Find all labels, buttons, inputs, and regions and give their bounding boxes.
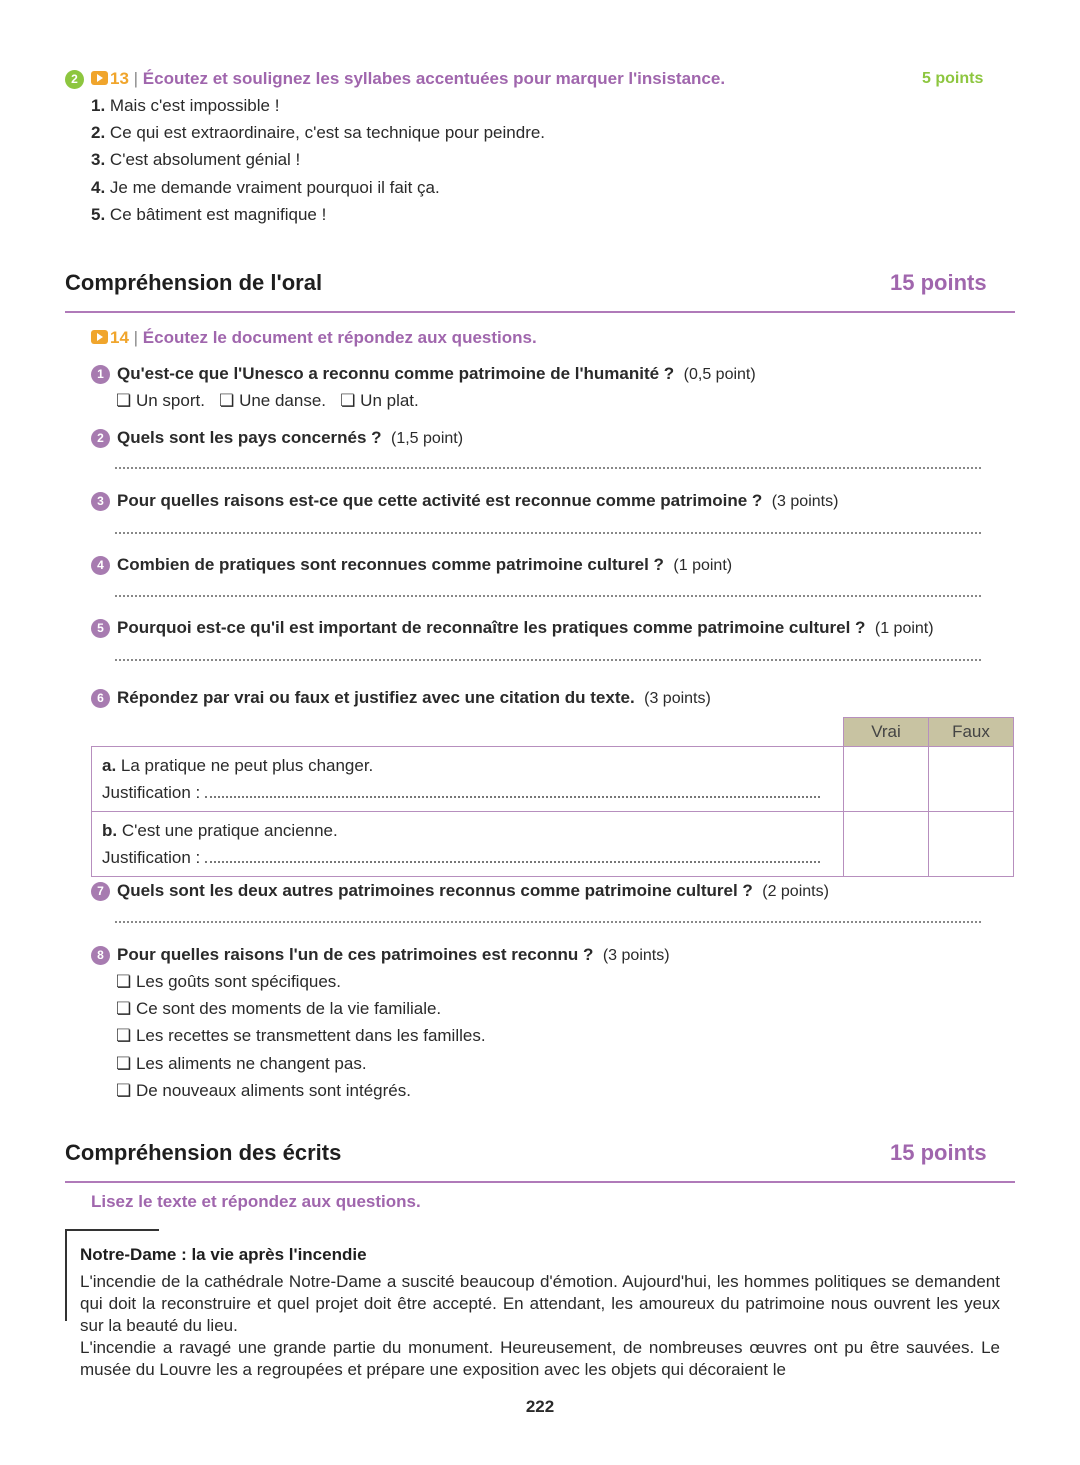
checkbox-option[interactable]: ❏ De nouveaux aliments sont intégrés. xyxy=(116,1081,411,1100)
question-points: (1 point) xyxy=(673,557,733,574)
question-3 xyxy=(91,490,838,513)
item-text: C'est absolument génial ! xyxy=(109,150,301,169)
header-faux: Faux xyxy=(929,718,1014,747)
question-number-badge: 4 xyxy=(91,556,110,575)
checkbox-option[interactable]: ❏ Un plat. xyxy=(340,391,419,410)
instruction-text: Écoutez le document et répondez aux questions. xyxy=(142,328,537,347)
question-text: Qu'est-ce que l'Unesco a reconnu comme patrimoine de l'humanité ? xyxy=(117,364,675,383)
article-title: Notre-Dame : la vie après l'incendie xyxy=(80,1245,367,1264)
audio-track-number: 14 xyxy=(110,328,129,347)
vrai-checkbox-cell[interactable] xyxy=(844,747,929,812)
question-points: (3 points) xyxy=(602,947,670,964)
faux-checkbox-cell[interactable] xyxy=(929,812,1014,877)
oral-instruction: 14 | Écoutez le document et répondez aux questions. xyxy=(91,327,537,349)
checkbox-option[interactable]: ❏ Les recettes se transmettent dans les familles. xyxy=(116,1026,486,1045)
question-points: (1 point) xyxy=(874,620,934,637)
justification-label: Justification : xyxy=(102,783,201,802)
table-blank-header xyxy=(92,718,844,747)
ecrits-instruction: Lisez le texte et répondez aux questions. xyxy=(91,1192,421,1211)
section-divider xyxy=(65,311,1015,313)
checkbox-option[interactable]: ❏ Les aliments ne changent pas. xyxy=(116,1054,367,1073)
exercise-item xyxy=(91,177,440,199)
item-text: Mais c'est impossible ! xyxy=(109,96,280,115)
exercise-2-header: 2 13 | Écoutez et soulignez les syllabes accentuées pour marquer l'insistance. xyxy=(65,68,725,90)
question-number-badge: 7 xyxy=(91,882,110,901)
question-points: (1,5 point) xyxy=(391,430,464,447)
question-text: Pourquoi est-ce qu'il est important de reconnaître les pratiques comme patrimoine culturel ? xyxy=(117,618,866,637)
item-number: 4. xyxy=(91,178,106,197)
exercise-item xyxy=(91,149,300,171)
vrai-checkbox-cell[interactable] xyxy=(844,812,929,877)
article-frame-top xyxy=(65,1229,159,1231)
table-row xyxy=(92,812,1014,877)
item-text: Ce bâtiment est magnifique ! xyxy=(109,205,327,224)
question-points: (2 points) xyxy=(762,883,829,900)
section-points-ecrits: 15 points xyxy=(890,1140,987,1165)
checkbox-option[interactable]: ❏ Ce sont des moments de la vie familiale. xyxy=(116,999,442,1018)
question-number-badge: 2 xyxy=(91,429,110,448)
question-points: (3 points) xyxy=(771,493,839,510)
exercise-item xyxy=(91,122,545,144)
question-8 xyxy=(91,944,670,967)
question-2 xyxy=(91,427,463,450)
question-4 xyxy=(91,554,732,577)
page-number: 222 xyxy=(525,1397,555,1416)
question-1-options xyxy=(116,390,419,412)
section-title-ecrits: Compréhension des écrits xyxy=(65,1140,342,1165)
answer-line[interactable] xyxy=(115,467,981,469)
question-text: Quels sont les deux autres patrimoines reconnus comme patrimoine culturel ? xyxy=(117,881,753,900)
article-frame-left xyxy=(65,1229,67,1321)
answer-line[interactable] xyxy=(115,921,981,923)
exercise-number-badge: 2 xyxy=(65,70,84,89)
question-6 xyxy=(91,687,711,710)
question-text: Pour quelles raisons est-ce que cette activité est reconnue comme patrimoine ? xyxy=(117,491,763,510)
exercise-instruction: Écoutez et soulignez les syllabes accentuées pour marquer l'insistance. xyxy=(142,69,726,88)
question-number-badge: 5 xyxy=(91,619,110,638)
section-title-oral: Compréhension de l'oral xyxy=(65,270,323,295)
question-text: Pour quelles raisons l'un de ces patrimoines est reconnu ? xyxy=(117,945,594,964)
question-text: Combien de pratiques sont reconnues comme patrimoine culturel ? xyxy=(117,555,664,574)
question-points: (3 points) xyxy=(644,690,711,707)
question-7 xyxy=(91,880,829,903)
item-number: 5. xyxy=(91,205,106,224)
article-paragraph: L'incendie a ravagé une grande partie du monument. Heureusement, de nombreuses œuvres ont pu être sauvées. Le musée du Louvre les a regroupées et prépare une exposition avec les objets qui décoraient le xyxy=(80,1338,1000,1379)
section-points-oral: 15 points xyxy=(890,270,987,295)
item-text: Ce qui est extraordinaire, c'est sa technique pour peindre. xyxy=(109,123,546,142)
statement: C'est une pratique ancienne. xyxy=(121,821,338,840)
question-points: (0,5 point) xyxy=(683,366,756,383)
checkbox-option[interactable]: ❏ Les goûts sont spécifiques. xyxy=(116,972,342,991)
audio-track-number: 13 xyxy=(110,69,129,88)
answer-line[interactable] xyxy=(115,532,981,534)
faux-checkbox-cell[interactable] xyxy=(929,747,1014,812)
checkbox-option[interactable]: ❏ Un sport. xyxy=(116,391,205,410)
article-paragraph: L'incendie de la cathédrale Notre-Dame a suscité beaucoup d'émotion. Aujourd'hui, les hommes politiques se demandent qui doit la reconstruire et quel projet doit être accepté. En attendant, les amoureux du patrimoine nous ouvrent les yeux sur la beauté du lieu. xyxy=(80,1272,1000,1335)
justification-field[interactable] xyxy=(205,796,820,798)
question-number-badge: 6 xyxy=(91,689,110,708)
item-number: 1. xyxy=(91,96,106,115)
question-5 xyxy=(91,617,934,640)
section-divider xyxy=(65,1181,1015,1183)
question-text: Quels sont les pays concernés ? xyxy=(117,428,382,447)
checkbox-option[interactable]: ❏ Une danse. xyxy=(219,391,327,410)
exercise-item xyxy=(91,204,326,226)
audio-play-icon[interactable] xyxy=(91,330,108,344)
question-text: Répondez par vrai ou faux et justifiez avec une citation du texte. xyxy=(117,688,635,707)
exercise-item xyxy=(91,95,279,117)
header-vrai: Vrai xyxy=(844,718,929,747)
true-false-table xyxy=(91,717,1014,877)
question-number-badge: 8 xyxy=(91,946,110,965)
answer-line[interactable] xyxy=(115,595,981,597)
table-row xyxy=(92,747,1014,812)
answer-line[interactable] xyxy=(115,659,981,661)
question-number-badge: 1 xyxy=(91,365,110,384)
question-1 xyxy=(91,363,756,386)
item-number: 3. xyxy=(91,150,106,169)
question-number-badge: 3 xyxy=(91,492,110,511)
item-text: Je me demande vraiment pourquoi il fait ça. xyxy=(109,178,440,197)
statement: La pratique ne peut plus changer. xyxy=(120,756,374,775)
justification-label: Justification : xyxy=(102,848,201,867)
audio-play-icon[interactable] xyxy=(91,71,108,85)
row-letter: a. xyxy=(102,756,117,775)
row-letter: b. xyxy=(102,821,118,840)
item-number: 2. xyxy=(91,123,106,142)
justification-field[interactable] xyxy=(205,861,820,863)
exercise-points: 5 points xyxy=(922,70,984,87)
